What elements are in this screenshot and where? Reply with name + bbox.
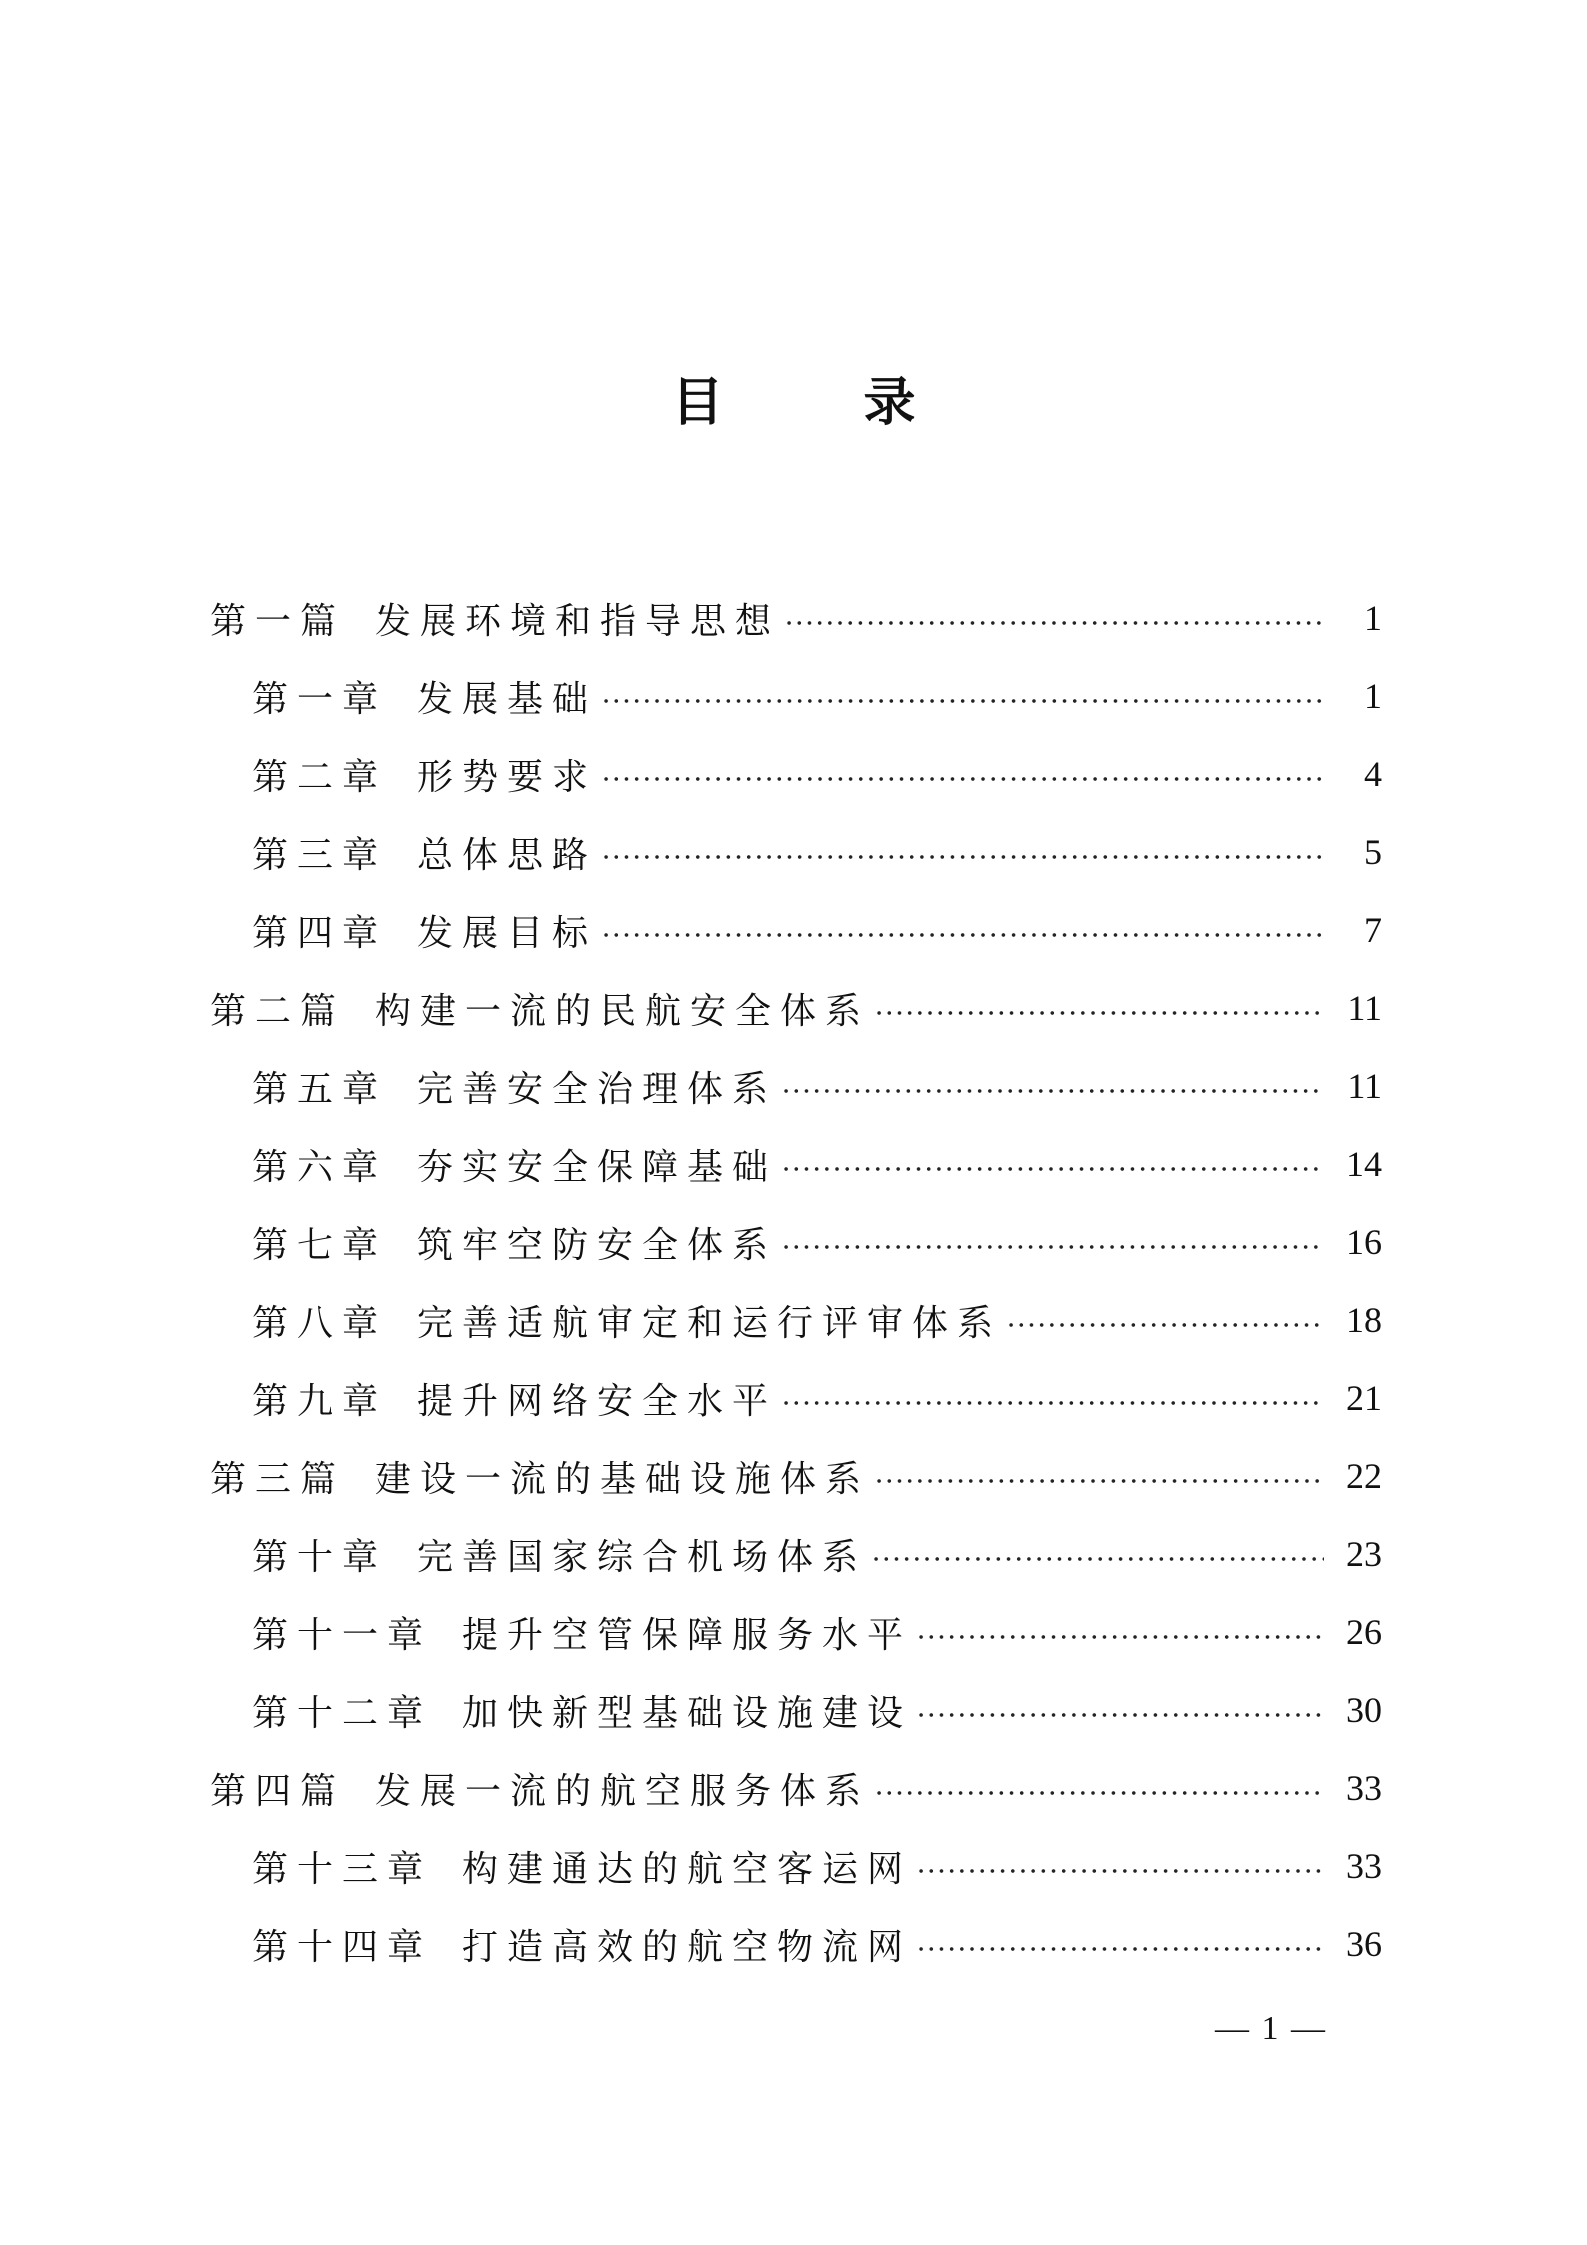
toc-dot-leader xyxy=(781,1245,1324,1249)
toc-entry-page: 26 xyxy=(1346,1612,1382,1652)
toc-entry-chapter[interactable] xyxy=(252,900,1382,960)
toc-entry-chapter[interactable] xyxy=(252,822,1382,882)
toc-entry-title: 夯实安全保障基础 xyxy=(417,1146,778,1188)
toc-entry-label: 第十一章 xyxy=(252,1614,433,1656)
toc-dot-leader xyxy=(916,1635,1324,1639)
toc-dot-leader xyxy=(781,1167,1324,1171)
toc-dot-leader xyxy=(601,699,1324,703)
toc-entry-page: 36 xyxy=(1346,1924,1382,1964)
toc-dot-leader xyxy=(601,777,1324,781)
toc-entry-chapter[interactable] xyxy=(252,1602,1382,1662)
toc-entry-title: 完善安全治理体系 xyxy=(417,1068,778,1110)
toc-entry-chapter[interactable] xyxy=(252,1914,1382,1974)
toc-entry-part[interactable] xyxy=(210,978,1382,1038)
toc-entry-title: 构建一流的民航安全体系 xyxy=(375,990,871,1032)
toc-entry-page: 16 xyxy=(1346,1222,1382,1262)
toc-entry-chapter[interactable] xyxy=(252,1056,1382,1116)
page-title xyxy=(0,368,1587,438)
toc-dot-leader xyxy=(871,1557,1324,1561)
toc-dot-leader xyxy=(784,621,1324,625)
toc-dot-leader xyxy=(601,933,1324,937)
toc-entry-chapter[interactable] xyxy=(252,1290,1382,1350)
toc-entry-title: 完善适航审定和运行评审体系 xyxy=(417,1302,1003,1344)
toc-entry-page: 4 xyxy=(1364,754,1382,794)
toc-entry-label: 第十章 xyxy=(252,1536,388,1578)
toc-entry-title: 发展一流的航空服务体系 xyxy=(375,1770,871,1812)
toc-entry-page: 14 xyxy=(1346,1144,1382,1184)
toc-dot-leader xyxy=(874,1479,1324,1483)
toc-entry-label: 第十三章 xyxy=(252,1848,433,1890)
toc-entry-page: 11 xyxy=(1347,1066,1382,1106)
toc-entry-title: 筑牢空防安全体系 xyxy=(417,1224,778,1266)
toc-entry-label: 第三篇 xyxy=(210,1458,346,1500)
toc-dot-leader xyxy=(1006,1323,1324,1327)
toc-entry-chapter[interactable] xyxy=(252,1836,1382,1896)
toc-entry-page: 33 xyxy=(1346,1846,1382,1886)
toc-entry-label: 第三章 xyxy=(252,834,388,876)
toc-entry-page: 30 xyxy=(1346,1690,1382,1730)
toc-entry-label: 第四篇 xyxy=(210,1770,346,1812)
toc-entry-title: 加快新型基础设施建设 xyxy=(462,1692,913,1734)
toc-entry-chapter[interactable] xyxy=(252,1212,1382,1272)
toc-dot-leader xyxy=(781,1401,1324,1405)
toc-entry-page: 5 xyxy=(1364,832,1382,872)
toc-entry-title: 发展目标 xyxy=(417,912,598,954)
toc-entry-title: 提升网络安全水平 xyxy=(417,1380,778,1422)
title-char-1: 目 xyxy=(671,373,724,433)
toc-entry-title: 构建通达的航空客运网 xyxy=(462,1848,913,1890)
toc-entry-chapter[interactable] xyxy=(252,1368,1382,1428)
toc-entry-label: 第六章 xyxy=(252,1146,388,1188)
toc-entry-label: 第九章 xyxy=(252,1380,388,1422)
toc-entry-chapter[interactable] xyxy=(252,744,1382,804)
toc-dot-leader xyxy=(916,1869,1324,1873)
toc-entry-part[interactable] xyxy=(210,1758,1382,1818)
toc-dot-leader xyxy=(916,1713,1324,1717)
toc-entry-title: 总体思路 xyxy=(417,834,598,876)
toc-entry-label: 第一篇 xyxy=(210,600,346,642)
toc-entry-label: 第二篇 xyxy=(210,990,346,1032)
toc-entry-page: 22 xyxy=(1346,1456,1382,1496)
toc-entry-chapter[interactable] xyxy=(252,1524,1382,1584)
toc-entry-part[interactable] xyxy=(210,588,1382,648)
toc-entry-label: 第四章 xyxy=(252,912,388,954)
toc-dot-leader xyxy=(874,1791,1324,1795)
toc-entry-page: 21 xyxy=(1346,1378,1382,1418)
toc-entry-label: 第八章 xyxy=(252,1302,388,1344)
toc-dot-leader xyxy=(781,1089,1324,1093)
toc-entry-label: 第一章 xyxy=(252,678,388,720)
toc-entry-title: 形势要求 xyxy=(417,756,598,798)
toc-entry-label: 第十二章 xyxy=(252,1692,433,1734)
toc-entry-page: 23 xyxy=(1346,1534,1382,1574)
toc-entry-label: 第五章 xyxy=(252,1068,388,1110)
toc-entry-chapter[interactable] xyxy=(252,1680,1382,1740)
toc-dot-leader xyxy=(874,1011,1324,1015)
toc-entry-title: 建设一流的基础设施体系 xyxy=(375,1458,871,1500)
toc-entry-title: 提升空管保障服务水平 xyxy=(462,1614,913,1656)
toc-dot-leader xyxy=(601,855,1324,859)
toc-entry-page: 1 xyxy=(1364,598,1382,638)
toc-entry-label: 第十四章 xyxy=(252,1926,433,1968)
toc-entry-page: 18 xyxy=(1346,1300,1382,1340)
toc-entry-title: 发展基础 xyxy=(417,678,598,720)
title-char-2: 录 xyxy=(863,373,916,433)
toc-entry-page: 1 xyxy=(1364,676,1382,716)
toc-entry-label: 第七章 xyxy=(252,1224,388,1266)
toc-entry-chapter[interactable] xyxy=(252,1134,1382,1194)
toc-entry-title: 打造高效的航空物流网 xyxy=(462,1926,913,1968)
toc-entry-page: 7 xyxy=(1364,910,1382,950)
toc-entry-title: 发展环境和指导思想 xyxy=(375,600,781,642)
toc-entry-part[interactable] xyxy=(210,1446,1382,1506)
toc-entry-label: 第二章 xyxy=(252,756,388,798)
toc-entry-page: 33 xyxy=(1346,1768,1382,1808)
toc-entry-page: 11 xyxy=(1347,988,1382,1028)
toc-dot-leader xyxy=(916,1947,1324,1951)
toc-entry-title: 完善国家综合机场体系 xyxy=(417,1536,868,1578)
toc-entry-chapter[interactable] xyxy=(252,666,1382,726)
page-number-footer: — 1 — xyxy=(1215,2010,1327,2047)
